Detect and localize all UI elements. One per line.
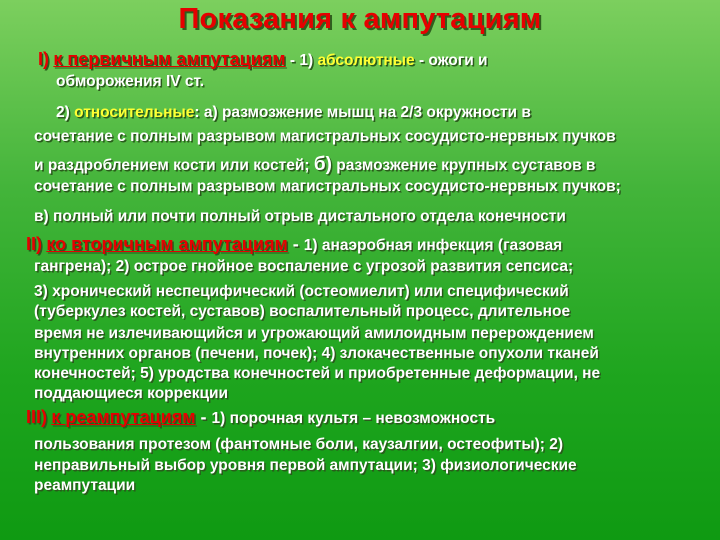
text-fragment: размозжение крупных суставов в [331,157,596,174]
section-3-dash: - [195,407,212,427]
section-2-heading: ко вторичным ампутациям [46,234,288,254]
section-2-heading-line [26,235,562,255]
item-number: 4) [321,345,336,362]
text-fragment: порочная культя – невозможность [225,410,496,427]
text-fragment: полный или почти полный отрыв дистального отдела конечности [48,208,566,225]
text-line [34,282,569,301]
text-line: (туберкулез костей, суставов) воспалительный процесс, длительное [34,303,571,320]
text-fragment: злокачественные опухоли тканей [335,345,599,362]
item-number: 1) [211,410,226,427]
page-title: Показания к ампутациям [178,3,542,35]
text-fragment: внутренних органов (печени, почек); [34,345,318,362]
item-number: 3) [422,457,436,474]
item-number: 2) [56,104,70,121]
relative-label: относительные [74,104,195,121]
text-fragment: острое гнойное воспаление с угрозой развития сепсиса; [129,258,574,275]
text-fragment: конечностей; [34,365,136,382]
section-1-dash: - [285,52,300,69]
item-number: 1) [303,237,318,254]
text-line [34,364,600,383]
text-line [34,155,595,175]
colon: : [194,104,200,121]
text-fragment: анаэробная инфекция (газовая [317,237,563,254]
text-line [34,456,577,475]
relative-line [56,103,531,122]
item-letter: б) [313,154,332,175]
text-line: обморожения IV ст. [56,73,205,90]
text-line [34,435,563,454]
text-fragment: пользования протезом (фантомные боли, каузалгии, остеофиты); [34,436,545,453]
section-1-heading-line [38,50,488,70]
text-line: поддающиеся коррекции [34,385,229,402]
section-1-numeral: I) [38,49,49,69]
item-number: 2) [115,258,130,275]
text-fragment: уродства конечностей и приобретенные деформации, не [153,365,601,382]
text-line [34,344,599,363]
text-fragment: хронический неспецифический (остеомиелит) или специфический [47,283,569,300]
text-line [34,257,573,276]
item-number: 3) [34,283,48,300]
text-line: сочетание с полным разрывом магистральных сосудисто-нервных пучков; [34,178,621,195]
item-number: 1) [299,52,314,69]
text-line: время не излечивающийся и угрожающий амилоидным перерождением [34,325,594,342]
section-1-heading: к первичным ампутациям [53,49,286,69]
item-number: 2) [549,436,564,453]
text-fragment: гангрена); [34,258,112,275]
absolute-text: - ожоги и [414,52,488,69]
section-3-numeral: III) [26,407,47,427]
text-line [34,207,566,226]
text-line: сочетание с полным разрывом магистральных сосудисто-нервных пучков [34,128,616,145]
absolute-label: абсолютные [317,52,415,69]
text-fragment: размозжение мышц на 2/3 окружности в [217,104,531,121]
section-3-heading-line [26,408,495,428]
text-fragment: физиологические [435,457,577,474]
text-fragment: и раздроблением кости или костей; [34,157,310,174]
section-2-dash: - [287,234,304,254]
item-letter: в) [34,208,49,225]
item-letter: а) [203,104,218,121]
section-3-heading: к реампутациям [51,407,196,427]
text-fragment: неправильный выбор уровня первой ампутации; [34,457,418,474]
section-2-numeral: II) [26,234,42,254]
item-number: 5) [140,365,154,382]
text-line: реампутации [34,477,136,494]
